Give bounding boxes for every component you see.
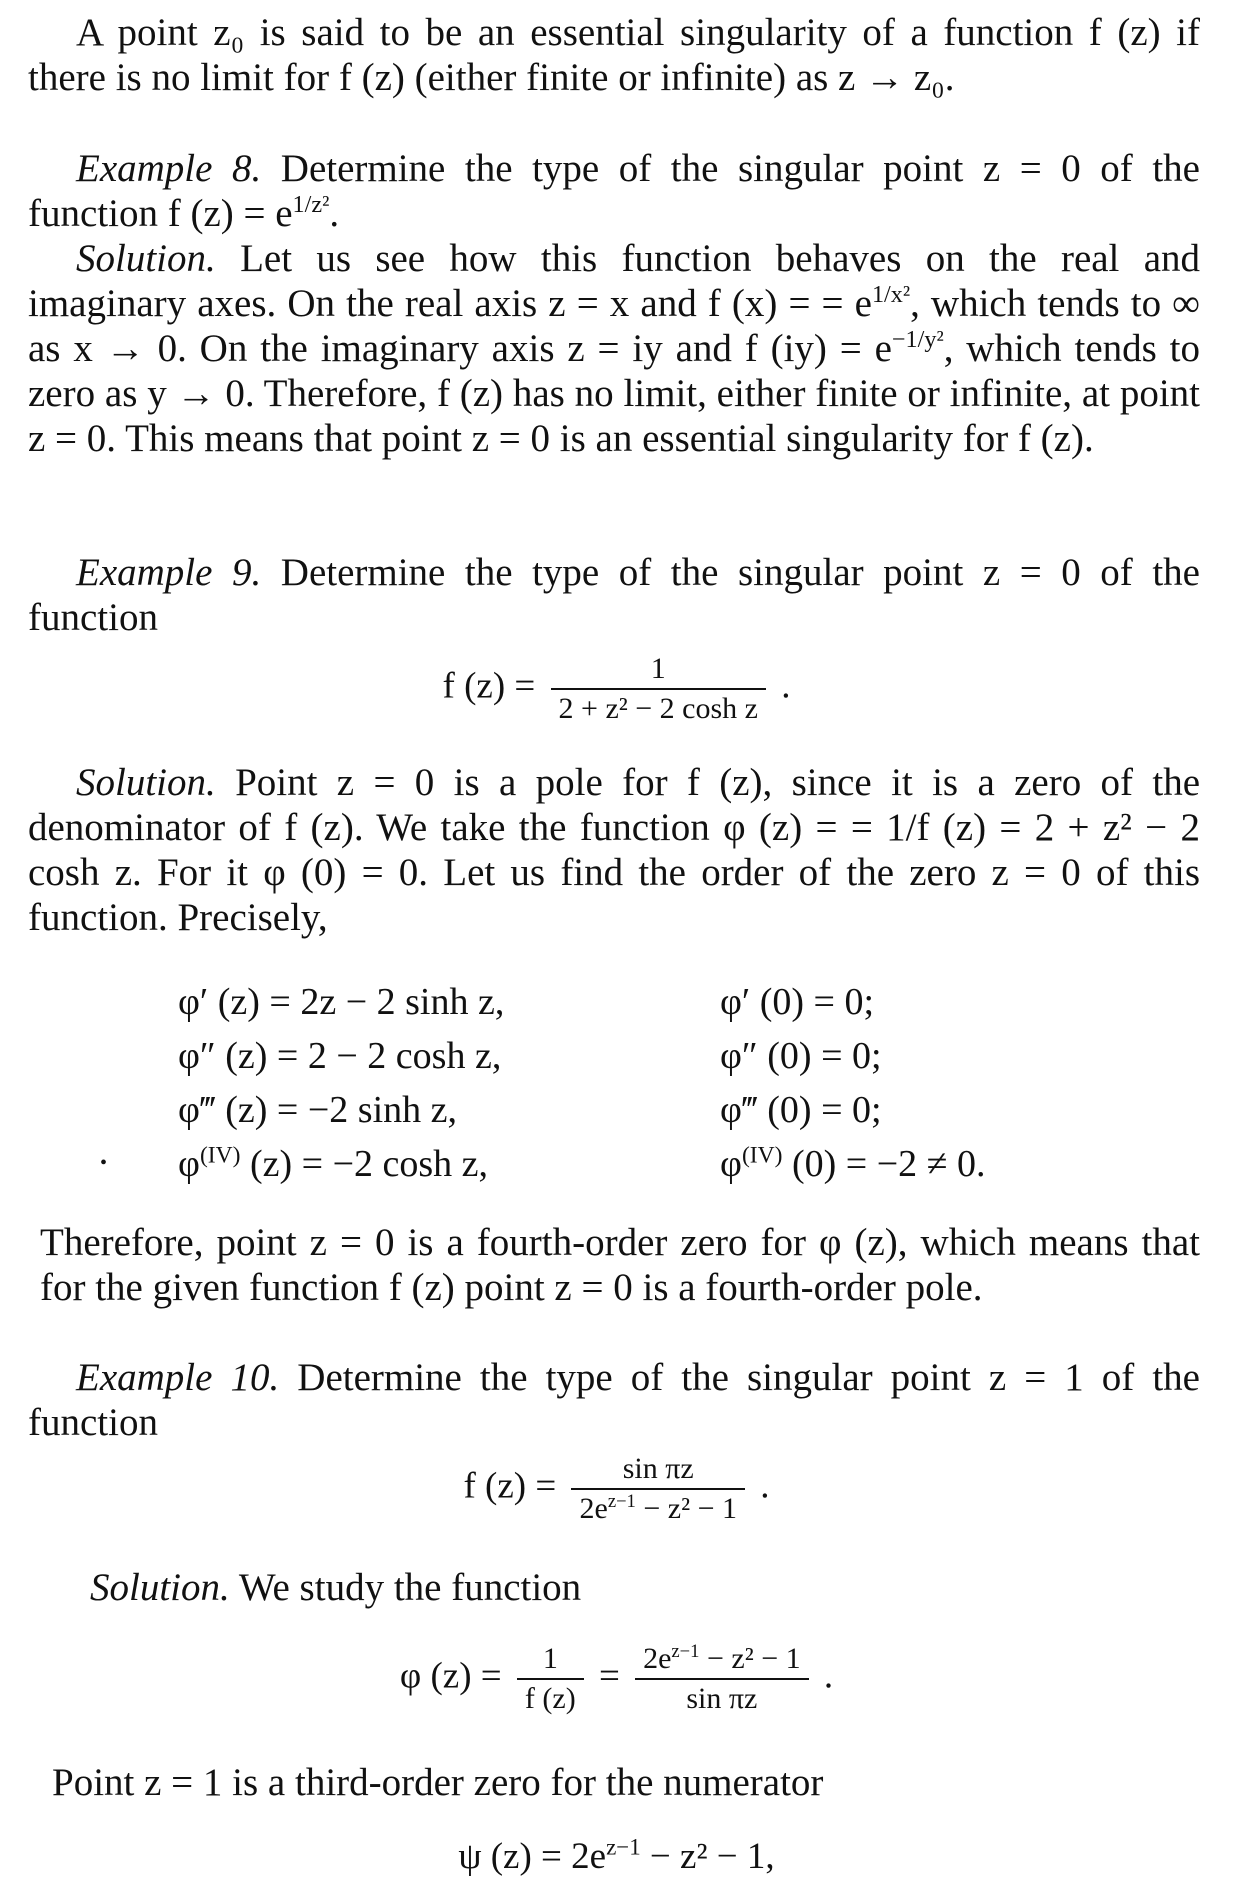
solution-10-heading: Solution. (90, 1566, 230, 1609)
definition-text: A point z₀ is said to be an essential singularity of a function f (z) if there is no limit for f (z) (either finite or infinite) as z → z₀. (28, 11, 1200, 99)
example-10-formula (0, 1452, 1233, 1526)
formula-fraction (551, 652, 766, 726)
phi-numerator-1: 1 (542, 1642, 558, 1675)
derivative-left: φ″ (z) = 2 − 2 cosh z, (178, 1035, 502, 1077)
phi-formula (0, 1642, 1233, 1716)
psi-formula (0, 1835, 1233, 1878)
example-10-paragraph (28, 1355, 1200, 1445)
example-8-paragraph (28, 146, 1200, 236)
example-9-formula (0, 652, 1233, 726)
stray-bullet-mark: • (100, 1152, 108, 1174)
numerator-zero-text: Point z = 1 is a third-order zero for the numerator (52, 1761, 824, 1804)
formula-fraction (571, 1452, 745, 1526)
phi-numerator-2: $2e^{z-1} - z^2 - 1$ (643, 1641, 801, 1675)
derivative-row (0, 1034, 1233, 1088)
phi-period: . (823, 1655, 834, 1697)
phi-fraction-2 (635, 1642, 809, 1716)
solution-9-paragraph (28, 760, 1200, 940)
derivative-right: φ″ (0) = 0; (720, 1035, 882, 1077)
phi-denominator-1: f (z) (517, 1678, 584, 1716)
example-9-heading: Example 9. (76, 551, 262, 594)
formula-numerator: sin πz (622, 1452, 694, 1485)
derivative-row (0, 1088, 1233, 1142)
example-10-heading: Example 10. (76, 1356, 280, 1399)
phi-lhs: φ (z) = (399, 1655, 502, 1697)
formula-lhs: f (z) = (442, 665, 536, 707)
derivative-right: $\varphi^{(IV)}$ (0) = −2 ≠ 0. (720, 1142, 986, 1185)
phi-denominator-2: sin πz (635, 1678, 809, 1716)
derivative-left: $\varphi^{(IV)}$ (z) = −2 cosh z, (178, 1142, 489, 1185)
solution-10-paragraph (28, 1565, 1200, 1610)
solution-8-paragraph (28, 236, 1200, 461)
solution-10-continuation (52, 1760, 1202, 1805)
example-9-text: Determine the type of the singular point z = 0 of the function (28, 551, 1200, 639)
formula-numerator: 1 (650, 652, 666, 685)
phi-fraction-1 (517, 1642, 584, 1716)
solution-9-heading: Solution. (76, 761, 216, 804)
derivative-left: φ′ (z) = 2z − 2 sinh z, (178, 981, 505, 1023)
solution-8-heading: Solution. (76, 237, 216, 280)
example-9-paragraph (28, 550, 1200, 640)
derivative-left: φ‴ (z) = −2 sinh z, (178, 1089, 458, 1131)
solution-10-text: We study the function (238, 1566, 582, 1609)
phi-equals: = (598, 1655, 620, 1697)
formula-period: . (781, 665, 791, 707)
derivatives-block (0, 980, 1233, 1196)
solution-8-text: Let us see how this function behaves on the real and imaginary axes. On the real axis z = x and f (x) = = $e^{1/x^2}$, which tends to ∞ as x → 0. On the imaginary axis z = iy and f $(iy) = e^{-1/y^2}$, which tends to zero as y → 0. Therefore, f (z) has no limit, either finite or infinite, at point z = 0. This means that point z = 0 is an essential singularity for f (z). (28, 237, 1201, 460)
example-8-heading: Example 8. (76, 147, 262, 190)
derivative-row (0, 980, 1233, 1034)
formula-denominator: $2e^{z-1} - z^2 - 1$ (571, 1488, 745, 1526)
derivative-right: φ′ (0) = 0; (720, 981, 875, 1023)
example-10-text: Determine the type of the singular point z = 1 of the function (28, 1356, 1200, 1444)
formula-period: . (760, 1465, 770, 1507)
formula-denominator: 2 + z² − 2 cosh z (551, 688, 766, 726)
solution-9-conclusion (40, 1220, 1200, 1310)
derivative-right: φ‴ (0) = 0; (720, 1089, 882, 1131)
definition-paragraph (28, 10, 1200, 100)
conclusion-text: Therefore, point z = 0 is a fourth-order zero for φ (z), which means that for the given function f (z) point z = 0 is a fourth-order pole. (40, 1221, 1200, 1309)
example-8-text: Determine the type of the singular point z = 0 of the function f $(z) = e^{1/z^2}$. (28, 147, 1200, 235)
formula-lhs: f (z) = (463, 1465, 557, 1507)
psi-text: ψ $(z) = 2e^{z-1} - z^2 - 1$, (458, 1834, 775, 1877)
derivative-row (0, 1142, 1233, 1196)
solution-9-text: Point z = 0 is a pole for f (z), since it is a zero of the denominator of f (z). We take the function φ (z) = = 1/f (z) = 2 + z² − 2 cosh z. For it φ (0) = 0. Let us find the order of the zero z = 0 of this function. Precisely, (28, 761, 1201, 939)
